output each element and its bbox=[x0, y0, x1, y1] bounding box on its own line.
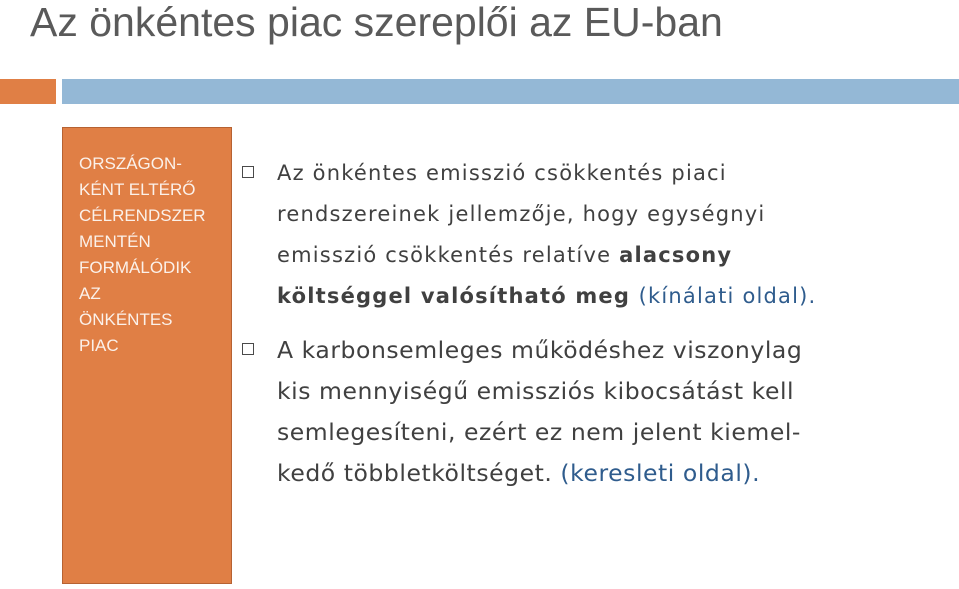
line-text: semlegesíteni, ezért ez nem jelent kiemel- bbox=[277, 418, 801, 446]
line-text: kis mennyiségű emissziós kibocsátást kell bbox=[277, 377, 795, 405]
sidebar-line: MENTÉN bbox=[79, 232, 151, 251]
bullet-line bbox=[277, 276, 952, 317]
sidebar-line: CÉLRENDSZER bbox=[79, 206, 206, 225]
title-accent-bar-blue bbox=[62, 79, 959, 104]
slide-title: Az önkéntes piac szereplői az EU-ban bbox=[30, 0, 723, 45]
square-bullet-icon bbox=[242, 166, 254, 178]
line-text: A karbonsemleges működéshez viszonylag bbox=[277, 336, 803, 364]
line-text: rendszereinek jellemzője, hogy egységnyi bbox=[277, 202, 766, 226]
line-text: emisszió csökkentés relatíve bbox=[277, 243, 620, 267]
sidebar-line: ORSZÁGON- bbox=[79, 154, 182, 173]
bullet-item-supply bbox=[240, 153, 952, 317]
bullet-line bbox=[277, 371, 952, 412]
sidebar-line: AZ bbox=[79, 284, 101, 303]
bullet-line bbox=[277, 453, 952, 494]
bullet-line bbox=[277, 412, 952, 453]
content-area bbox=[240, 153, 952, 507]
bullet-text bbox=[277, 153, 952, 317]
sidebar-line: KÉNT ELTÉRŐ bbox=[79, 180, 196, 199]
bullet-line bbox=[277, 235, 952, 276]
bullet-item-demand bbox=[240, 330, 952, 494]
line-text: kedő többletköltséget. bbox=[277, 459, 561, 487]
highlight-text: (kínálati oldal). bbox=[638, 284, 817, 308]
bullet-text bbox=[277, 330, 952, 494]
title-accent-bar-orange bbox=[0, 79, 56, 104]
sidebar-line: ÖNKÉNTES bbox=[79, 310, 173, 329]
line-text: Az önkéntes emisszió csökkentés piaci bbox=[277, 161, 727, 185]
sidebar-text bbox=[79, 151, 229, 359]
bullet-line bbox=[277, 153, 952, 194]
sidebar-box bbox=[62, 127, 232, 584]
emphasis-text: költséggel valósítható meg bbox=[277, 284, 639, 308]
sidebar-line: PIAC bbox=[79, 336, 119, 355]
highlight-text: (keresleti oldal). bbox=[560, 459, 761, 487]
square-bullet-icon bbox=[242, 343, 254, 355]
emphasis-text: alacsony bbox=[619, 243, 733, 267]
sidebar-line: FORMÁLÓDIK bbox=[79, 258, 192, 277]
bullet-line bbox=[277, 194, 952, 235]
bullet-line bbox=[277, 330, 952, 371]
